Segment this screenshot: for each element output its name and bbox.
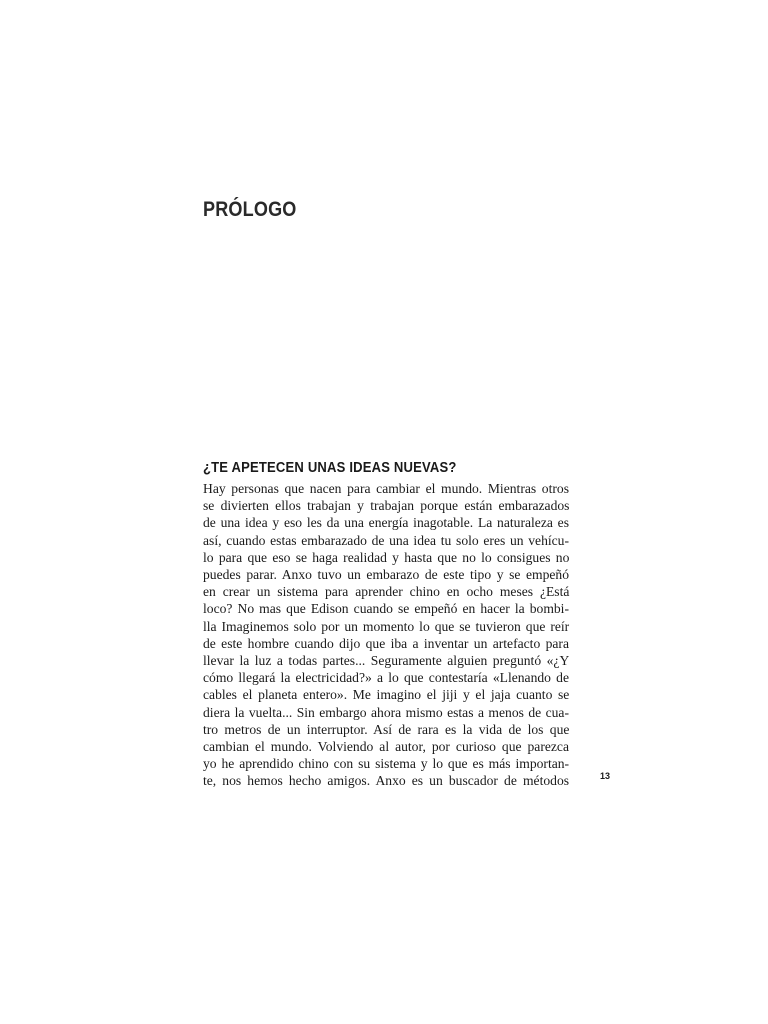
section-heading: ¿TE APETECEN UNAS IDEAS NUEVAS? bbox=[203, 460, 457, 476]
text-line: cables el planeta entero». Me imagino el jiji y el jaja cuanto se bbox=[203, 687, 570, 703]
text-line: lla Imaginemos solo por un momento lo que se tuvieron que reír bbox=[203, 618, 570, 634]
text-line: lo para que eso se haga realidad y hasta que no lo consigues no bbox=[203, 549, 570, 565]
page-number: 13 bbox=[600, 771, 611, 781]
text-line: se divierten ellos trabajan y trabajan porque están embarazados bbox=[203, 498, 570, 514]
text-line: en crear un sistema para aprender chino en ocho meses ¿Está bbox=[203, 584, 570, 600]
text-line: cambian el mundo. Volviendo al autor, por curioso que parezca bbox=[203, 739, 569, 755]
text-line: de una idea y eso les da una energía inagotable. La naturaleza es bbox=[203, 515, 569, 531]
text-line: de este hombre cuando dijo que iba a inventar un artefacto para bbox=[203, 635, 569, 651]
text-line: Hay personas que nacen para cambiar el mundo. Mientras otros bbox=[203, 481, 569, 496]
text-line: diera la vuelta... Sin embargo ahora mismo estas a menos de cua- bbox=[203, 704, 569, 720]
text-line: yo he aprendido chino con su sistema y lo que es más importan- bbox=[203, 756, 570, 772]
text-line: así, cuando estas embarazado de una idea tu solo eres un vehícu- bbox=[203, 532, 569, 548]
body-paragraph bbox=[203, 480, 569, 790]
text-line: llevar la luz a todas partes... Seguramente alguien preguntó «¿Y bbox=[203, 653, 570, 669]
text-line: puedes parar. Anxo tuvo un embarazo de este tipo y se empeñó bbox=[203, 567, 570, 583]
text-line: tro metros de un interruptor. Así de rara es la vida de los que bbox=[203, 721, 570, 737]
chapter-title: PRÓLOGO bbox=[203, 198, 297, 221]
text-line: cómo llegará la electricidad?» a lo que contestaría «Llenando de bbox=[203, 670, 569, 686]
text-line: loco? No mas que Edison cuando se empeñó en hacer la bombi- bbox=[203, 601, 569, 617]
text-line: te, nos hemos hecho amigos. Anxo es un buscador de métodos bbox=[203, 773, 570, 789]
